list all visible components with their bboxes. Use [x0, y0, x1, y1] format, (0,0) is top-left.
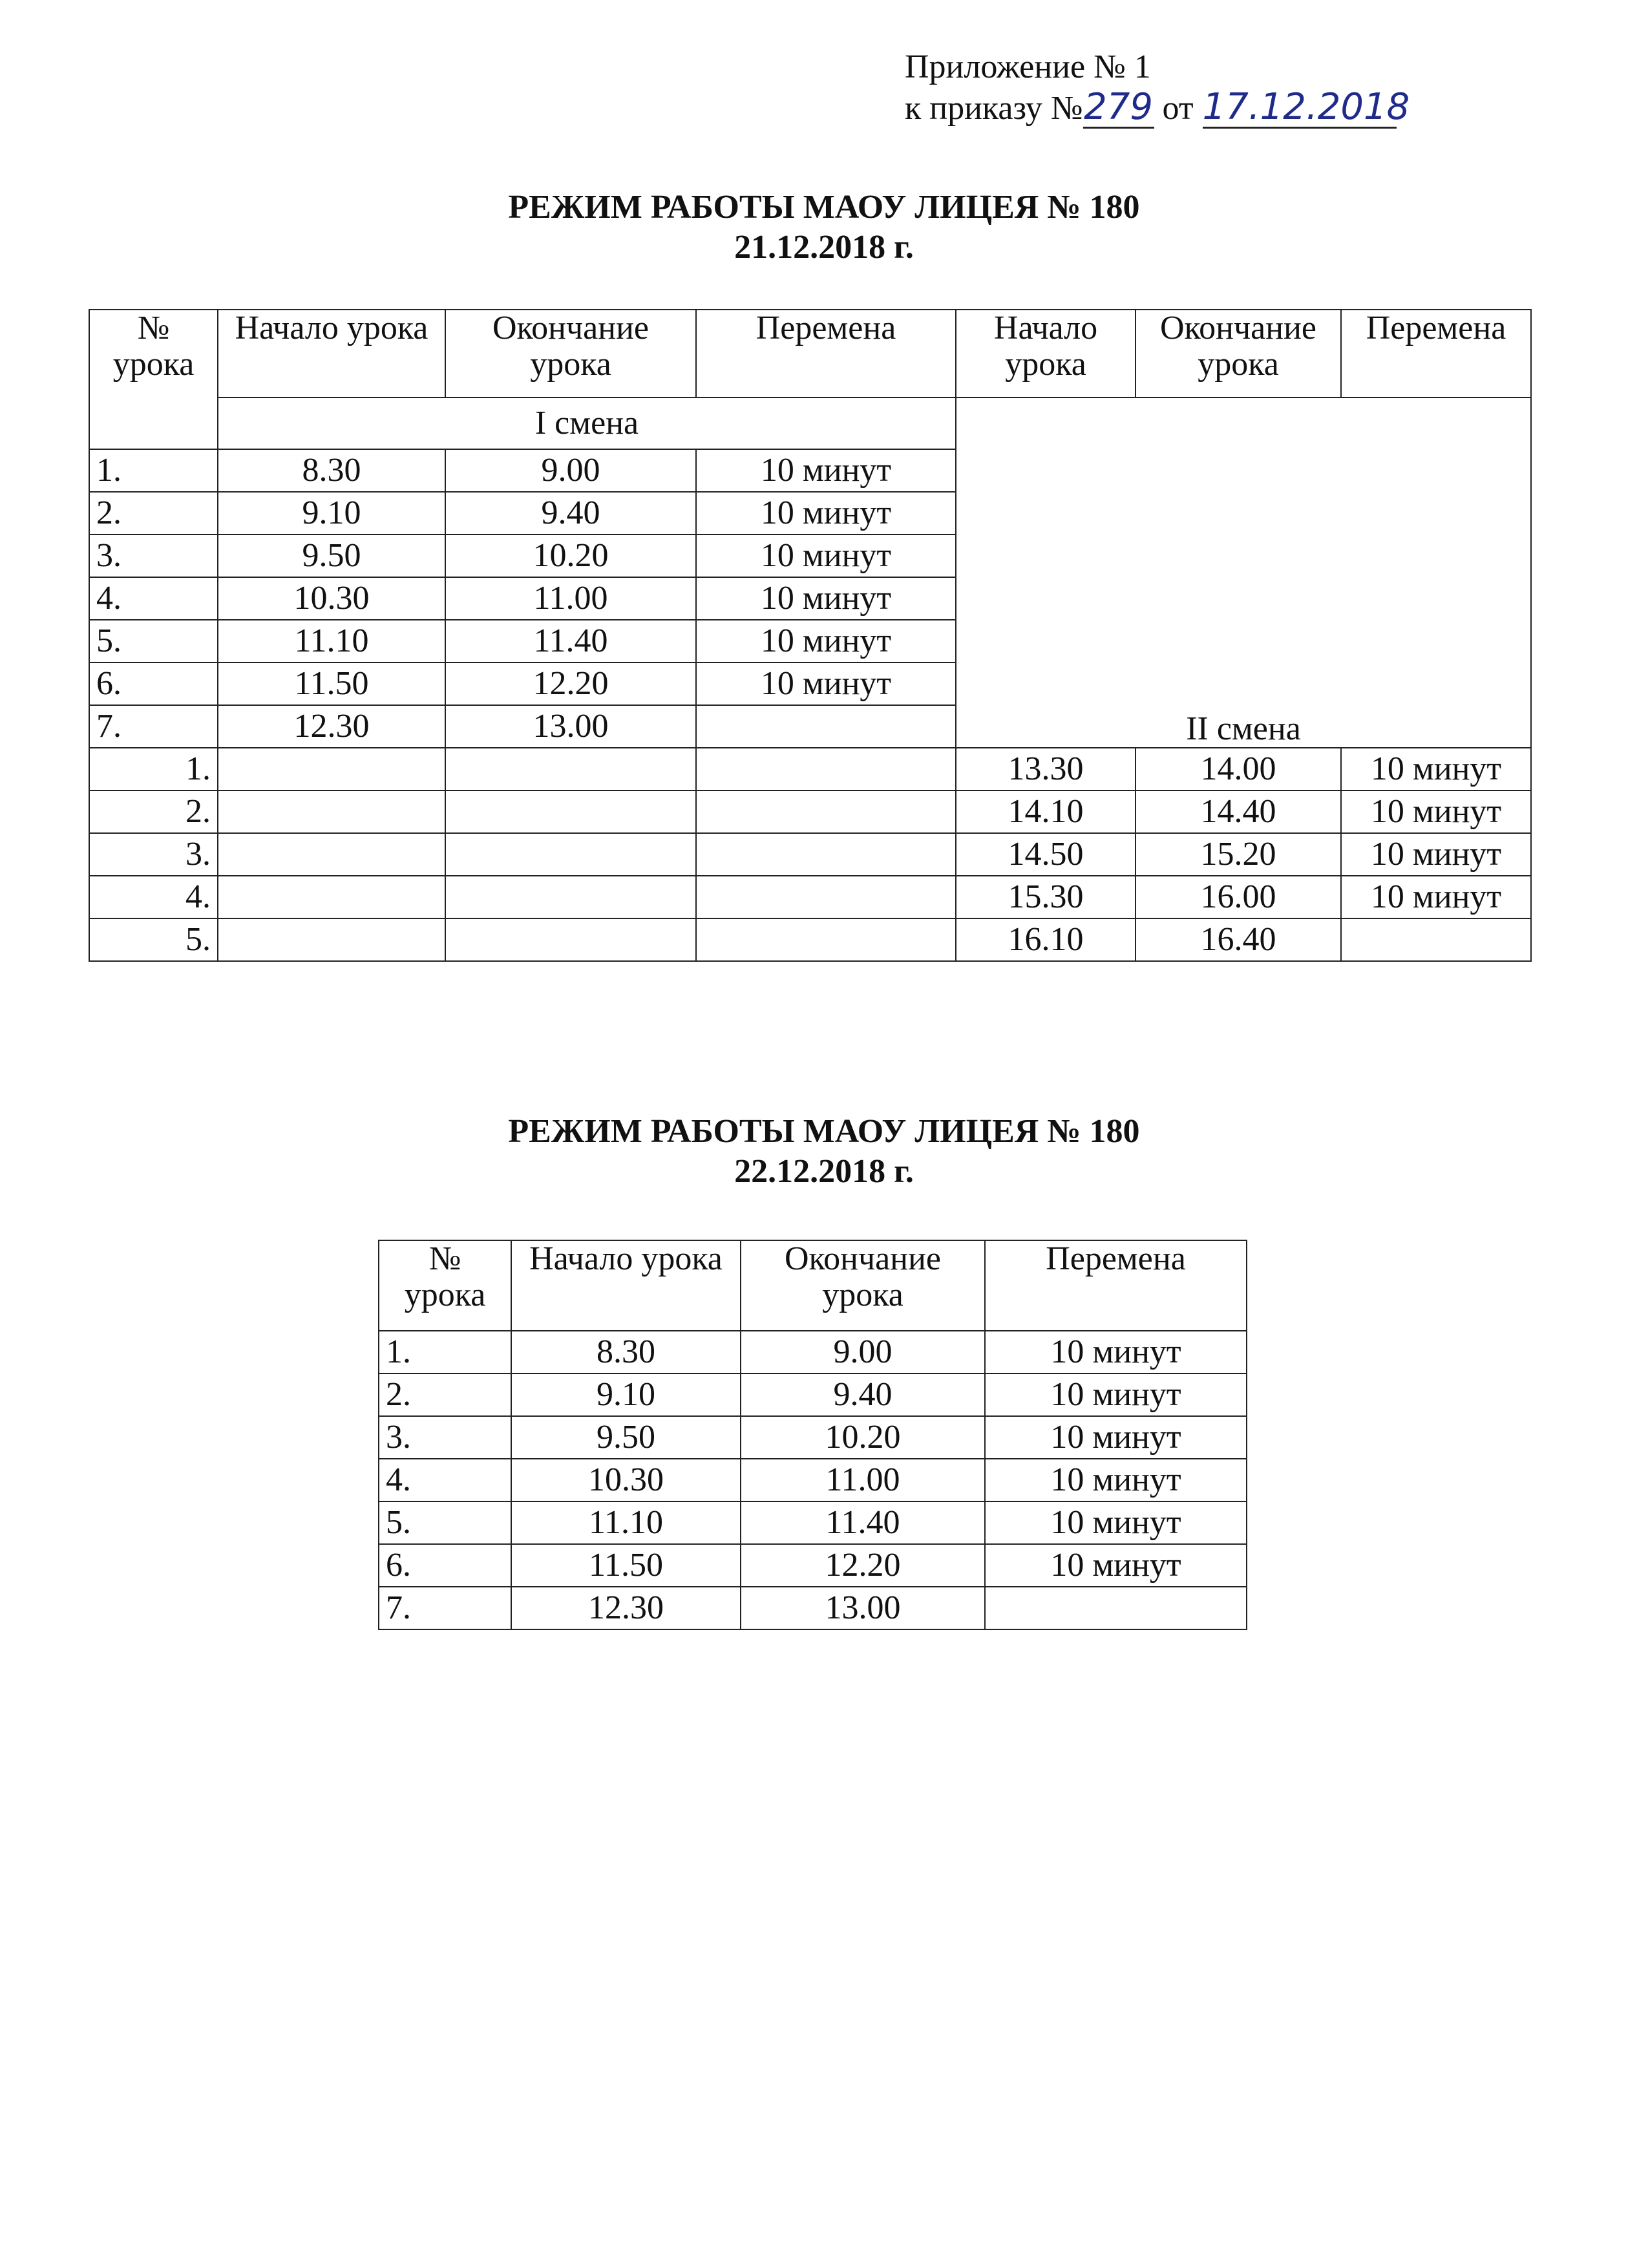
- lesson-break: 10 минут: [1341, 790, 1531, 833]
- lesson-start: 14.50: [956, 833, 1136, 876]
- schedule1-title: РЕЖИМ РАБОТЫ МАОУ ЛИЦЕЯ № 180: [508, 189, 1140, 226]
- lesson-start: 12.30: [218, 705, 445, 748]
- lesson-break: 10 минут: [985, 1331, 1247, 1373]
- lesson-start: 8.30: [511, 1331, 741, 1373]
- lesson-number: 6.: [89, 662, 218, 705]
- header-end: Окончание урока: [741, 1240, 985, 1331]
- header-break-shift2: Перемена: [1341, 310, 1531, 397]
- lesson-end: 10.20: [445, 535, 696, 577]
- table-row: [379, 1501, 1247, 1544]
- table-row: [379, 1544, 1247, 1587]
- lesson-end: 9.00: [741, 1331, 985, 1373]
- lesson-end: 11.40: [445, 620, 696, 662]
- lesson-break: 10 минут: [985, 1459, 1247, 1501]
- lesson-start: 14.10: [956, 790, 1136, 833]
- lesson-start: 10.30: [511, 1459, 741, 1501]
- empty-cell: [696, 833, 956, 876]
- lesson-break: 10 минут: [696, 620, 956, 662]
- lesson-number: 3.: [379, 1416, 511, 1459]
- schedule1-heading: [0, 187, 1648, 268]
- header-lesson-number: № урока: [379, 1240, 511, 1331]
- empty-cell: [218, 876, 445, 918]
- lesson-break: 10 минут: [1341, 876, 1531, 918]
- lesson-break: 10 минут: [696, 535, 956, 577]
- lesson-start: 9.50: [511, 1416, 741, 1459]
- lesson-start: 15.30: [956, 876, 1136, 918]
- table-row: [379, 1331, 1247, 1373]
- order-date-handwritten: 17.12.2018: [1202, 86, 1410, 128]
- header-start-shift2: Начало урока: [956, 310, 1136, 397]
- empty-cell: [445, 918, 696, 961]
- table-row: [89, 748, 1531, 790]
- lesson-end: 12.20: [741, 1544, 985, 1587]
- lesson-number: 5.: [379, 1501, 511, 1544]
- table-row: [379, 1373, 1247, 1416]
- lesson-start: 12.30: [511, 1587, 741, 1629]
- lesson-start: 9.10: [511, 1373, 741, 1416]
- lesson-number: 3.: [89, 535, 218, 577]
- lesson-break: 10 минут: [696, 449, 956, 492]
- lesson-break: 10 минут: [985, 1544, 1247, 1587]
- lesson-start: 9.50: [218, 535, 445, 577]
- lesson-end: 16.00: [1136, 876, 1341, 918]
- lesson-break: [985, 1587, 1247, 1629]
- header-lesson-number: № урока: [89, 310, 218, 449]
- table-row: [379, 1587, 1247, 1629]
- header-end-shift2: Окончание урока: [1136, 310, 1341, 397]
- header-end: Окончание урока: [445, 310, 696, 397]
- order-from: от: [1154, 90, 1194, 127]
- empty-cell: [445, 748, 696, 790]
- appendix-note: [905, 47, 1410, 129]
- lesson-start: 16.10: [956, 918, 1136, 961]
- lesson-number: 4.: [89, 577, 218, 620]
- shift1-label: I смена: [218, 397, 956, 449]
- lesson-number: 2.: [89, 492, 218, 535]
- header-start: Начало урока: [218, 310, 445, 397]
- lesson-number: 4.: [379, 1459, 511, 1501]
- lesson-start: 11.10: [511, 1501, 741, 1544]
- schedule2-header-row: [379, 1240, 1247, 1331]
- lesson-break: 10 минут: [696, 577, 956, 620]
- lesson-break: 10 минут: [985, 1416, 1247, 1459]
- lesson-number: 5.: [89, 620, 218, 662]
- schedule1-table: [89, 309, 1532, 962]
- table-row: [379, 1459, 1247, 1501]
- empty-cell: [696, 918, 956, 961]
- empty-cell: [218, 748, 445, 790]
- shift2-label: II смена: [956, 397, 1531, 748]
- empty-cell: [218, 918, 445, 961]
- lesson-number: 7.: [379, 1587, 511, 1629]
- lesson-break: [1341, 918, 1531, 961]
- lesson-start: 11.10: [218, 620, 445, 662]
- lesson-number: 6.: [379, 1544, 511, 1587]
- shift1-label-row: [89, 397, 1531, 449]
- lesson-number: 3.: [89, 833, 218, 876]
- lesson-end: 11.00: [741, 1459, 985, 1501]
- empty-cell: [218, 790, 445, 833]
- lesson-break: 10 минут: [1341, 833, 1531, 876]
- order-reference: [905, 86, 1410, 129]
- lesson-end: 11.40: [741, 1501, 985, 1544]
- lesson-number: 7.: [89, 705, 218, 748]
- header-break: Перемена: [696, 310, 956, 397]
- empty-cell: [445, 790, 696, 833]
- lesson-start: 9.10: [218, 492, 445, 535]
- lesson-number: 1.: [379, 1331, 511, 1373]
- header-start: Начало урока: [511, 1240, 741, 1331]
- lesson-end: 12.20: [445, 662, 696, 705]
- lesson-break: 10 минут: [696, 662, 956, 705]
- lesson-end: 9.00: [445, 449, 696, 492]
- lesson-number: 2.: [379, 1373, 511, 1416]
- header-break: Перемена: [985, 1240, 1247, 1331]
- lesson-end: 13.00: [445, 705, 696, 748]
- empty-cell: [445, 833, 696, 876]
- lesson-start: 10.30: [218, 577, 445, 620]
- order-prefix: к приказу №: [905, 90, 1083, 127]
- lesson-end: 14.40: [1136, 790, 1341, 833]
- schedule2-date: 22.12.2018 г.: [734, 1153, 914, 1190]
- lesson-break: 10 минут: [696, 492, 956, 535]
- appendix-title: Приложение № 1: [905, 48, 1151, 85]
- empty-cell: [696, 748, 956, 790]
- lesson-end: 11.00: [445, 577, 696, 620]
- lesson-start: 11.50: [511, 1544, 741, 1587]
- lesson-number: 5.: [89, 918, 218, 961]
- empty-cell: [445, 876, 696, 918]
- lesson-end: 10.20: [741, 1416, 985, 1459]
- table-row: [89, 918, 1531, 961]
- order-number-handwritten: 279: [1084, 86, 1153, 128]
- lesson-number: 1.: [89, 449, 218, 492]
- empty-cell: [696, 790, 956, 833]
- lesson-end: 15.20: [1136, 833, 1341, 876]
- lesson-start: 11.50: [218, 662, 445, 705]
- lesson-start: 8.30: [218, 449, 445, 492]
- lesson-end: 16.40: [1136, 918, 1341, 961]
- lesson-end: 13.00: [741, 1587, 985, 1629]
- lesson-break: 10 минут: [1341, 748, 1531, 790]
- lesson-break: 10 минут: [985, 1373, 1247, 1416]
- lesson-end: 9.40: [741, 1373, 985, 1416]
- lesson-end: 9.40: [445, 492, 696, 535]
- schedule2-title: РЕЖИМ РАБОТЫ МАОУ ЛИЦЕЯ № 180: [508, 1113, 1140, 1150]
- empty-cell: [696, 876, 956, 918]
- schedule1-header-row: [89, 310, 1531, 397]
- table-row: [89, 876, 1531, 918]
- lesson-start: 13.30: [956, 748, 1136, 790]
- lesson-number: 2.: [89, 790, 218, 833]
- table-row: [89, 790, 1531, 833]
- lesson-number: 4.: [89, 876, 218, 918]
- lesson-break: [696, 705, 956, 748]
- table-row: [379, 1416, 1247, 1459]
- schedule2-heading: [0, 1112, 1648, 1192]
- empty-cell: [218, 833, 445, 876]
- table-row: [89, 833, 1531, 876]
- lesson-number: 1.: [89, 748, 218, 790]
- schedule1-date: 21.12.2018 г.: [734, 229, 914, 266]
- schedule2-table: [378, 1240, 1247, 1630]
- lesson-break: 10 минут: [985, 1501, 1247, 1544]
- lesson-end: 14.00: [1136, 748, 1341, 790]
